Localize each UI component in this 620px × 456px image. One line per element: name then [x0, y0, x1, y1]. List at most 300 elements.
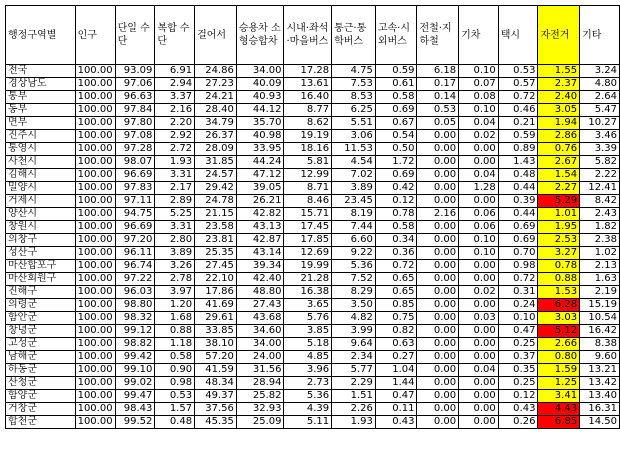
cell-multi-mode[interactable]: 3.37	[155, 91, 195, 104]
cell-bicycle[interactable]: 1.95	[538, 221, 580, 234]
cell-taxi[interactable]: 0.21	[498, 117, 538, 130]
cell-car[interactable]: 44.24	[236, 156, 284, 169]
cell-car[interactable]: 34.00	[236, 65, 284, 78]
cell-car[interactable]: 43.13	[236, 221, 284, 234]
cell-car[interactable]: 40.98	[236, 130, 284, 143]
cell-city-bus[interactable]: 5.36	[284, 390, 332, 403]
cell-multi-mode[interactable]: 2.16	[155, 104, 195, 117]
cell-other[interactable]: 2.64	[580, 91, 620, 104]
cell-population[interactable]: 100.00	[75, 312, 115, 325]
cell-taxi[interactable]: 0.46	[498, 104, 538, 117]
cell-multi-mode[interactable]: 3.89	[155, 247, 195, 260]
cell-walking[interactable]: 34.79	[195, 117, 237, 130]
header-population[interactable]: 인구	[75, 6, 115, 65]
cell-single-mode[interactable]: 96.69	[115, 221, 155, 234]
cell-express-bus[interactable]: 1.72	[375, 156, 417, 169]
cell-population[interactable]: 100.00	[75, 143, 115, 156]
cell-population[interactable]: 100.00	[75, 208, 115, 221]
cell-taxi[interactable]: 0.98	[498, 260, 538, 273]
cell-region[interactable]: 성산구	[6, 247, 76, 260]
cell-multi-mode[interactable]: 2.92	[155, 130, 195, 143]
cell-taxi[interactable]: 0.72	[498, 91, 538, 104]
cell-commuter-bus[interactable]: 4.82	[332, 312, 376, 325]
cell-taxi[interactable]: 0.25	[498, 377, 538, 390]
cell-taxi[interactable]: 0.53	[498, 65, 538, 78]
cell-car[interactable]: 27.43	[236, 299, 284, 312]
cell-express-bus[interactable]: 0.85	[375, 299, 417, 312]
cell-walking[interactable]: 29.61	[195, 312, 237, 325]
cell-single-mode[interactable]: 93.09	[115, 65, 155, 78]
cell-taxi[interactable]: 0.35	[498, 364, 538, 377]
cell-car[interactable]: 34.60	[236, 325, 284, 338]
cell-multi-mode[interactable]: 1.68	[155, 312, 195, 325]
header-single-mode[interactable]: 단일 수단	[115, 6, 155, 65]
cell-city-bus[interactable]: 15.71	[284, 208, 332, 221]
cell-region[interactable]: 마산합포구	[6, 260, 76, 273]
cell-train[interactable]: 0.04	[459, 169, 499, 182]
cell-single-mode[interactable]: 99.47	[115, 390, 155, 403]
cell-region[interactable]: 경상남도	[6, 78, 76, 91]
cell-other[interactable]: 2.43	[580, 208, 620, 221]
cell-commuter-bus[interactable]: 4.75	[332, 65, 376, 78]
cell-subway[interactable]: 0.00	[417, 416, 459, 429]
cell-multi-mode[interactable]: 2.20	[155, 117, 195, 130]
cell-multi-mode[interactable]: 3.31	[155, 221, 195, 234]
cell-express-bus[interactable]: 1.44	[375, 377, 417, 390]
cell-single-mode[interactable]: 96.69	[115, 169, 155, 182]
cell-express-bus[interactable]: 0.63	[375, 338, 417, 351]
cell-car[interactable]: 42.87	[236, 234, 284, 247]
cell-express-bus[interactable]: 0.36	[375, 247, 417, 260]
cell-express-bus[interactable]: 0.69	[375, 169, 417, 182]
cell-population[interactable]: 100.00	[75, 169, 115, 182]
cell-taxi[interactable]: 0.44	[498, 182, 538, 195]
cell-bicycle[interactable]: 5.29	[538, 195, 580, 208]
cell-city-bus[interactable]: 21.28	[284, 273, 332, 286]
cell-other[interactable]: 16.31	[580, 403, 620, 416]
cell-car[interactable]: 39.05	[236, 182, 284, 195]
cell-other[interactable]: 9.60	[580, 351, 620, 364]
cell-taxi[interactable]: 0.89	[498, 143, 538, 156]
cell-taxi[interactable]: 0.39	[498, 195, 538, 208]
cell-taxi[interactable]: 0.47	[498, 325, 538, 338]
cell-taxi[interactable]: 0.44	[498, 208, 538, 221]
cell-bicycle[interactable]: 0.78	[538, 260, 580, 273]
cell-multi-mode[interactable]: 2.78	[155, 273, 195, 286]
cell-subway[interactable]: 0.00	[417, 156, 459, 169]
cell-other[interactable]: 14.50	[580, 416, 620, 429]
cell-region[interactable]: 합천군	[6, 416, 76, 429]
cell-multi-mode[interactable]: 1.20	[155, 299, 195, 312]
cell-train[interactable]: 0.10	[459, 247, 499, 260]
cell-subway[interactable]: 0.00	[417, 299, 459, 312]
cell-population[interactable]: 100.00	[75, 325, 115, 338]
header-commuter-bus[interactable]: 통근·통학버스	[332, 6, 376, 65]
cell-train[interactable]: 0.04	[459, 117, 499, 130]
cell-other[interactable]: 12.41	[580, 182, 620, 195]
cell-single-mode[interactable]: 96.03	[115, 286, 155, 299]
header-multi-mode[interactable]: 복합 수단	[155, 6, 195, 65]
cell-city-bus[interactable]: 8.77	[284, 104, 332, 117]
cell-commuter-bus[interactable]: 1.51	[332, 390, 376, 403]
cell-car[interactable]: 39.34	[236, 260, 284, 273]
cell-commuter-bus[interactable]: 8.29	[332, 286, 376, 299]
cell-city-bus[interactable]: 2.73	[284, 377, 332, 390]
cell-city-bus[interactable]: 19.99	[284, 260, 332, 273]
cell-subway[interactable]: 0.00	[417, 377, 459, 390]
cell-car[interactable]: 43.14	[236, 247, 284, 260]
cell-express-bus[interactable]: 0.34	[375, 234, 417, 247]
cell-population[interactable]: 100.00	[75, 65, 115, 78]
cell-bicycle[interactable]: 1.54	[538, 169, 580, 182]
cell-city-bus[interactable]: 16.38	[284, 286, 332, 299]
cell-subway[interactable]: 0.00	[417, 312, 459, 325]
cell-walking[interactable]: 49.37	[195, 390, 237, 403]
cell-train[interactable]: 0.00	[459, 403, 499, 416]
cell-express-bus[interactable]: 0.11	[375, 403, 417, 416]
cell-population[interactable]: 100.00	[75, 104, 115, 117]
cell-walking[interactable]: 28.09	[195, 143, 237, 156]
cell-walking[interactable]: 27.45	[195, 260, 237, 273]
cell-express-bus[interactable]: 0.42	[375, 182, 417, 195]
cell-subway[interactable]: 0.00	[417, 338, 459, 351]
cell-region[interactable]: 함양군	[6, 390, 76, 403]
cell-train[interactable]: 0.00	[459, 260, 499, 273]
cell-commuter-bus[interactable]: 6.25	[332, 104, 376, 117]
cell-subway[interactable]: 0.53	[417, 104, 459, 117]
header-city-bus[interactable]: 시내·좌석·마을버스	[284, 6, 332, 65]
cell-multi-mode[interactable]: 0.48	[155, 416, 195, 429]
cell-walking[interactable]: 24.78	[195, 195, 237, 208]
cell-walking[interactable]: 33.85	[195, 325, 237, 338]
cell-subway[interactable]: 0.00	[417, 182, 459, 195]
cell-subway[interactable]: 2.16	[417, 208, 459, 221]
cell-taxi[interactable]: 0.37	[498, 351, 538, 364]
cell-subway[interactable]: 0.00	[417, 364, 459, 377]
cell-other[interactable]: 3.39	[580, 143, 620, 156]
cell-taxi[interactable]: 0.43	[498, 403, 538, 416]
cell-population[interactable]: 100.00	[75, 364, 115, 377]
cell-bicycle[interactable]: 3.05	[538, 104, 580, 117]
cell-train[interactable]: 0.06	[459, 208, 499, 221]
cell-commuter-bus[interactable]: 5.51	[332, 117, 376, 130]
cell-region[interactable]: 함안군	[6, 312, 76, 325]
cell-car[interactable]: 40.09	[236, 78, 284, 91]
cell-subway[interactable]: 0.00	[417, 234, 459, 247]
cell-population[interactable]: 100.00	[75, 117, 115, 130]
cell-train[interactable]: 0.07	[459, 78, 499, 91]
cell-multi-mode[interactable]: 2.80	[155, 234, 195, 247]
cell-train[interactable]: 0.00	[459, 299, 499, 312]
cell-walking[interactable]: 22.10	[195, 273, 237, 286]
cell-region[interactable]: 진해구	[6, 286, 76, 299]
cell-population[interactable]: 100.00	[75, 130, 115, 143]
cell-bicycle[interactable]: 1.55	[538, 65, 580, 78]
cell-walking[interactable]: 24.21	[195, 91, 237, 104]
cell-bicycle[interactable]: 2.86	[538, 130, 580, 143]
cell-commuter-bus[interactable]: 3.89	[332, 182, 376, 195]
cell-commuter-bus[interactable]: 3.06	[332, 130, 376, 143]
cell-bicycle[interactable]: 1.94	[538, 117, 580, 130]
cell-train[interactable]: 0.00	[459, 351, 499, 364]
cell-subway[interactable]: 0.00	[417, 143, 459, 156]
cell-express-bus[interactable]: 0.50	[375, 143, 417, 156]
cell-region[interactable]: 창원시	[6, 221, 76, 234]
cell-other[interactable]: 1.63	[580, 273, 620, 286]
cell-city-bus[interactable]: 13.61	[284, 78, 332, 91]
cell-population[interactable]: 100.00	[75, 182, 115, 195]
cell-walking[interactable]: 27.23	[195, 78, 237, 91]
cell-region[interactable]: 전국	[6, 65, 76, 78]
cell-taxi[interactable]: 0.12	[498, 390, 538, 403]
cell-bicycle[interactable]: 2.27	[538, 182, 580, 195]
cell-walking[interactable]: 45.35	[195, 416, 237, 429]
cell-commuter-bus[interactable]: 5.36	[332, 260, 376, 273]
cell-single-mode[interactable]: 97.11	[115, 195, 155, 208]
cell-bicycle[interactable]: 0.76	[538, 143, 580, 156]
cell-single-mode[interactable]: 97.08	[115, 130, 155, 143]
cell-taxi[interactable]: 0.57	[498, 78, 538, 91]
cell-car[interactable]: 40.93	[236, 91, 284, 104]
cell-bicycle[interactable]: 6.28	[538, 299, 580, 312]
cell-car[interactable]: 24.00	[236, 351, 284, 364]
cell-car[interactable]: 42.40	[236, 273, 284, 286]
header-region[interactable]: 행정구역별	[6, 6, 76, 65]
cell-commuter-bus[interactable]: 5.77	[332, 364, 376, 377]
header-other[interactable]: 기타	[580, 6, 620, 65]
cell-express-bus[interactable]: 0.65	[375, 286, 417, 299]
cell-walking[interactable]: 26.37	[195, 130, 237, 143]
cell-subway[interactable]: 0.00	[417, 325, 459, 338]
cell-single-mode[interactable]: 97.83	[115, 182, 155, 195]
cell-bicycle[interactable]: 6.85	[538, 416, 580, 429]
cell-subway[interactable]: 0.00	[417, 221, 459, 234]
header-bicycle[interactable]: 자전거	[538, 6, 580, 65]
cell-single-mode[interactable]: 97.28	[115, 143, 155, 156]
cell-city-bus[interactable]: 17.28	[284, 65, 332, 78]
cell-taxi[interactable]: 0.72	[498, 273, 538, 286]
cell-population[interactable]: 100.00	[75, 351, 115, 364]
cell-bicycle[interactable]: 1.59	[538, 364, 580, 377]
cell-walking[interactable]: 31.85	[195, 156, 237, 169]
cell-city-bus[interactable]: 16.40	[284, 91, 332, 104]
cell-population[interactable]: 100.00	[75, 221, 115, 234]
cell-car[interactable]: 25.82	[236, 390, 284, 403]
cell-single-mode[interactable]: 99.02	[115, 377, 155, 390]
cell-population[interactable]: 100.00	[75, 338, 115, 351]
cell-walking[interactable]: 37.56	[195, 403, 237, 416]
cell-other[interactable]: 5.47	[580, 104, 620, 117]
cell-multi-mode[interactable]: 3.26	[155, 260, 195, 273]
cell-population[interactable]: 100.00	[75, 390, 115, 403]
cell-subway[interactable]: 0.00	[417, 273, 459, 286]
cell-multi-mode[interactable]: 6.91	[155, 65, 195, 78]
cell-other[interactable]: 2.38	[580, 234, 620, 247]
cell-commuter-bus[interactable]: 9.64	[332, 338, 376, 351]
cell-commuter-bus[interactable]: 7.44	[332, 221, 376, 234]
cell-commuter-bus[interactable]: 3.50	[332, 299, 376, 312]
cell-single-mode[interactable]: 96.11	[115, 247, 155, 260]
cell-multi-mode[interactable]: 0.90	[155, 364, 195, 377]
cell-region[interactable]: 양산시	[6, 208, 76, 221]
cell-city-bus[interactable]: 12.99	[284, 169, 332, 182]
cell-region[interactable]: 통부	[6, 91, 76, 104]
cell-walking[interactable]: 23.81	[195, 234, 237, 247]
cell-city-bus[interactable]: 12.69	[284, 247, 332, 260]
cell-subway[interactable]: 6.18	[417, 65, 459, 78]
cell-bicycle[interactable]: 0.88	[538, 273, 580, 286]
cell-bicycle[interactable]: 2.53	[538, 234, 580, 247]
cell-other[interactable]: 10.54	[580, 312, 620, 325]
cell-commuter-bus[interactable]: 11.53	[332, 143, 376, 156]
cell-train[interactable]: 0.02	[459, 286, 499, 299]
cell-express-bus[interactable]: 0.59	[375, 65, 417, 78]
cell-walking[interactable]: 57.20	[195, 351, 237, 364]
cell-train[interactable]: 0.10	[459, 104, 499, 117]
cell-walking[interactable]: 23.58	[195, 221, 237, 234]
cell-population[interactable]: 100.00	[75, 416, 115, 429]
cell-other[interactable]: 5.82	[580, 156, 620, 169]
cell-population[interactable]: 100.00	[75, 78, 115, 91]
header-car[interactable]: 승용차 소형승합차	[236, 6, 284, 65]
cell-city-bus[interactable]: 8.62	[284, 117, 332, 130]
cell-other[interactable]: 2.22	[580, 169, 620, 182]
cell-single-mode[interactable]: 96.74	[115, 260, 155, 273]
cell-city-bus[interactable]: 8.71	[284, 182, 332, 195]
cell-region[interactable]: 고성군	[6, 338, 76, 351]
cell-commuter-bus[interactable]: 4.54	[332, 156, 376, 169]
cell-commuter-bus[interactable]: 7.53	[332, 78, 376, 91]
cell-subway[interactable]: 0.00	[417, 260, 459, 273]
cell-express-bus[interactable]: 0.72	[375, 260, 417, 273]
cell-train[interactable]: 0.08	[459, 91, 499, 104]
cell-car[interactable]: 43.68	[236, 312, 284, 325]
cell-train[interactable]: 0.02	[459, 130, 499, 143]
cell-subway[interactable]: 0.00	[417, 247, 459, 260]
cell-express-bus[interactable]: 0.67	[375, 117, 417, 130]
cell-city-bus[interactable]: 3.65	[284, 299, 332, 312]
cell-commuter-bus[interactable]: 3.99	[332, 325, 376, 338]
cell-city-bus[interactable]: 5.11	[284, 416, 332, 429]
cell-train[interactable]: 0.03	[459, 312, 499, 325]
cell-other[interactable]: 13.21	[580, 364, 620, 377]
cell-multi-mode[interactable]: 0.53	[155, 390, 195, 403]
cell-bicycle[interactable]: 3.41	[538, 390, 580, 403]
cell-region[interactable]: 김해시	[6, 169, 76, 182]
cell-commuter-bus[interactable]: 8.19	[332, 208, 376, 221]
cell-subway[interactable]: 0.00	[417, 195, 459, 208]
cell-single-mode[interactable]: 97.80	[115, 117, 155, 130]
cell-multi-mode[interactable]: 0.88	[155, 325, 195, 338]
cell-train[interactable]: 0.10	[459, 65, 499, 78]
cell-bicycle[interactable]: 4.43	[538, 403, 580, 416]
cell-train[interactable]: 0.00	[459, 338, 499, 351]
cell-car[interactable]: 44.12	[236, 104, 284, 117]
cell-express-bus[interactable]: 0.58	[375, 221, 417, 234]
cell-walking[interactable]: 41.59	[195, 364, 237, 377]
cell-taxi[interactable]: 1.43	[498, 156, 538, 169]
cell-multi-mode[interactable]: 1.57	[155, 403, 195, 416]
cell-bicycle[interactable]: 1.53	[538, 286, 580, 299]
cell-express-bus[interactable]: 0.61	[375, 78, 417, 91]
cell-walking[interactable]: 29.42	[195, 182, 237, 195]
cell-other[interactable]: 13.42	[580, 377, 620, 390]
cell-train[interactable]: 0.00	[459, 377, 499, 390]
cell-single-mode[interactable]: 98.82	[115, 338, 155, 351]
cell-express-bus[interactable]: 0.43	[375, 416, 417, 429]
header-train[interactable]: 기차	[459, 6, 499, 65]
cell-population[interactable]: 100.00	[75, 91, 115, 104]
cell-express-bus[interactable]: 0.78	[375, 208, 417, 221]
cell-car[interactable]: 31.56	[236, 364, 284, 377]
cell-express-bus[interactable]: 0.69	[375, 104, 417, 117]
cell-single-mode[interactable]: 98.43	[115, 403, 155, 416]
cell-bicycle[interactable]: 3.27	[538, 247, 580, 260]
header-subway[interactable]: 전철·지하철	[417, 6, 459, 65]
cell-other[interactable]: 15.19	[580, 299, 620, 312]
cell-other[interactable]: 1.02	[580, 247, 620, 260]
cell-multi-mode[interactable]: 1.93	[155, 156, 195, 169]
header-walking[interactable]: 걸어서	[195, 6, 237, 65]
cell-walking[interactable]: 24.57	[195, 169, 237, 182]
cell-city-bus[interactable]: 5.18	[284, 338, 332, 351]
cell-population[interactable]: 100.00	[75, 286, 115, 299]
cell-city-bus[interactable]: 5.76	[284, 312, 332, 325]
cell-region[interactable]: 하동군	[6, 364, 76, 377]
cell-commuter-bus[interactable]: 23.45	[332, 195, 376, 208]
cell-train[interactable]: 0.00	[459, 325, 499, 338]
header-taxi[interactable]: 택시	[498, 6, 538, 65]
cell-train[interactable]: 0.06	[459, 221, 499, 234]
cell-other[interactable]: 10.27	[580, 117, 620, 130]
cell-subway[interactable]: 0.00	[417, 390, 459, 403]
cell-single-mode[interactable]: 99.52	[115, 416, 155, 429]
cell-walking[interactable]: 28.40	[195, 104, 237, 117]
cell-city-bus[interactable]: 3.96	[284, 364, 332, 377]
cell-walking[interactable]: 25.35	[195, 247, 237, 260]
cell-commuter-bus[interactable]: 2.34	[332, 351, 376, 364]
cell-single-mode[interactable]: 98.07	[115, 156, 155, 169]
cell-bicycle[interactable]: 5.12	[538, 325, 580, 338]
cell-walking[interactable]: 38.10	[195, 338, 237, 351]
cell-train[interactable]: 0.00	[459, 195, 499, 208]
cell-train[interactable]: 1.28	[459, 182, 499, 195]
cell-taxi[interactable]: 0.26	[498, 416, 538, 429]
cell-region[interactable]: 면부	[6, 117, 76, 130]
cell-other[interactable]: 4.80	[580, 78, 620, 91]
cell-car[interactable]: 47.12	[236, 169, 284, 182]
cell-bicycle[interactable]: 1.25	[538, 377, 580, 390]
cell-other[interactable]: 16.42	[580, 325, 620, 338]
cell-multi-mode[interactable]: 2.89	[155, 195, 195, 208]
cell-region[interactable]: 진주시	[6, 130, 76, 143]
cell-region[interactable]: 산청군	[6, 377, 76, 390]
cell-population[interactable]: 100.00	[75, 247, 115, 260]
cell-taxi[interactable]: 0.70	[498, 247, 538, 260]
cell-train[interactable]: 0.00	[459, 156, 499, 169]
cell-other[interactable]: 1.82	[580, 221, 620, 234]
cell-city-bus[interactable]: 4.85	[284, 351, 332, 364]
cell-region[interactable]: 의령군	[6, 299, 76, 312]
cell-population[interactable]: 100.00	[75, 234, 115, 247]
cell-multi-mode[interactable]: 2.72	[155, 143, 195, 156]
cell-car[interactable]: 48.80	[236, 286, 284, 299]
cell-region[interactable]: 남해군	[6, 351, 76, 364]
cell-city-bus[interactable]: 17.85	[284, 234, 332, 247]
cell-single-mode[interactable]: 98.80	[115, 299, 155, 312]
cell-taxi[interactable]: 0.25	[498, 338, 538, 351]
cell-city-bus[interactable]: 8.46	[284, 195, 332, 208]
